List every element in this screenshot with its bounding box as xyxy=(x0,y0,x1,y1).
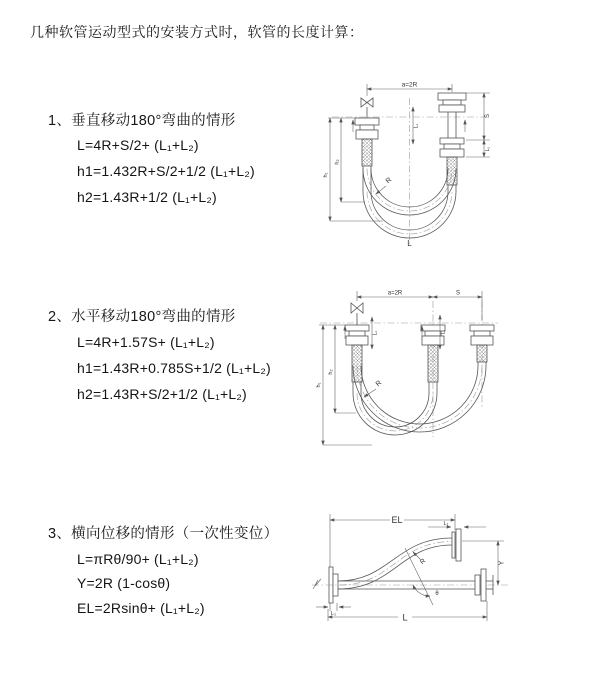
diagram-lateral-displacement xyxy=(300,503,590,631)
dim-label-h2: h₂ xyxy=(328,369,334,375)
section-3-formula-Y: Y=2R (1-cosθ) xyxy=(77,575,171,591)
right-flange-upper xyxy=(438,93,466,112)
section-2-formula-h2: h2=1.43R+S/2+1/2 (L₁+L₂) xyxy=(77,386,247,402)
section-2-formula-L: L=4R+1.57S+ (L₁+L₂) xyxy=(77,334,215,350)
dim-label-l1-center: L₁ xyxy=(413,123,420,129)
dimension-l1-left xyxy=(316,603,351,617)
angle-theta xyxy=(405,548,439,605)
dim-label-l: L xyxy=(402,612,408,623)
dim-label-r: R xyxy=(374,379,384,389)
section-3-heading: 3、横向位移的情形（一次性变位） xyxy=(48,526,279,542)
section-2-heading: 2、水平移动180°弯曲的情形 xyxy=(48,309,236,325)
hose-u-bend-position1 xyxy=(353,379,437,435)
dim-label-l1-middle: L₁ xyxy=(440,329,447,335)
section-1-heading: 1、垂直移动180°弯曲的情形 xyxy=(48,113,236,129)
dim-label-a2r: a=2R xyxy=(387,290,403,297)
dim-label-el: EL xyxy=(391,515,403,525)
dim-label-y: Y xyxy=(498,560,506,566)
hose-u-bend-position2 xyxy=(353,362,486,432)
centerlines xyxy=(320,301,498,437)
dimension-l xyxy=(328,601,487,623)
section-1-formula-h2: h2=1.43R+1/2 (L₁+L₂) xyxy=(77,189,217,205)
flange-top-right xyxy=(452,529,461,561)
dim-label-s: S xyxy=(485,113,491,119)
braid-middle xyxy=(428,345,438,382)
dim-label-theta: θ xyxy=(435,591,439,597)
dimension-el xyxy=(330,514,455,569)
dim-label-l1: L₁ xyxy=(372,330,379,336)
dim-label-a2r: a=2R xyxy=(401,81,418,89)
page-title: 几种软管运动型式的安装方式时，软管的长度计算： xyxy=(30,24,364,40)
diagram-vertical-180-bend xyxy=(318,80,500,250)
dimension-l1-center xyxy=(413,107,420,144)
dimension-l1-left xyxy=(372,317,379,349)
dim-label-l1: L₁ xyxy=(485,146,491,152)
dim-label-l1-top: L₁ xyxy=(443,521,449,527)
dimension-a2r xyxy=(357,291,482,321)
section-2-formula-h1: h1=1.43R+0.785S+1/2 (L₁+L₂) xyxy=(77,360,271,376)
dim-label-h1: h₁ xyxy=(323,172,329,178)
radius-callout xyxy=(413,552,427,566)
dim-label-h1: h₁ xyxy=(316,382,322,388)
left-hose-braid xyxy=(362,139,372,166)
dimension-l1-right xyxy=(484,140,491,157)
section-1-formula-h1: h1=1.432R+S/2+1/2 (L₁+L₂) xyxy=(77,163,255,179)
radius-callout xyxy=(364,380,383,397)
right-pipe xyxy=(448,112,456,138)
dim-label-r: R xyxy=(384,176,394,186)
right-hose-braid xyxy=(447,157,457,185)
section-3-formula-L: L=πRθ/90+ (L₁+L₂) xyxy=(77,551,199,567)
flange-right xyxy=(470,325,494,345)
dim-label-l1-left: L₁ xyxy=(331,611,336,617)
dimension-s xyxy=(433,291,482,298)
dim-label-l-bottom: L xyxy=(407,239,412,248)
dim-label-h2: h₂ xyxy=(334,159,341,165)
valve-icon xyxy=(361,98,373,118)
valve-icon xyxy=(351,303,363,325)
dimension-l1-top xyxy=(428,521,486,527)
flange-left xyxy=(345,325,369,345)
diagram-horizontal-180-bend xyxy=(312,287,512,455)
dim-label-s: S xyxy=(455,290,461,297)
section-1-formula-L: L=4R+S/2+ (L₁+L₂) xyxy=(77,137,199,153)
left-flange xyxy=(355,118,379,139)
section-3-formula-EL: EL=2Rsinθ+ (L₁+L₂) xyxy=(77,600,205,616)
braid-right xyxy=(477,345,487,362)
right-flange-lower xyxy=(440,138,464,157)
dim-label-r: R xyxy=(418,557,428,567)
